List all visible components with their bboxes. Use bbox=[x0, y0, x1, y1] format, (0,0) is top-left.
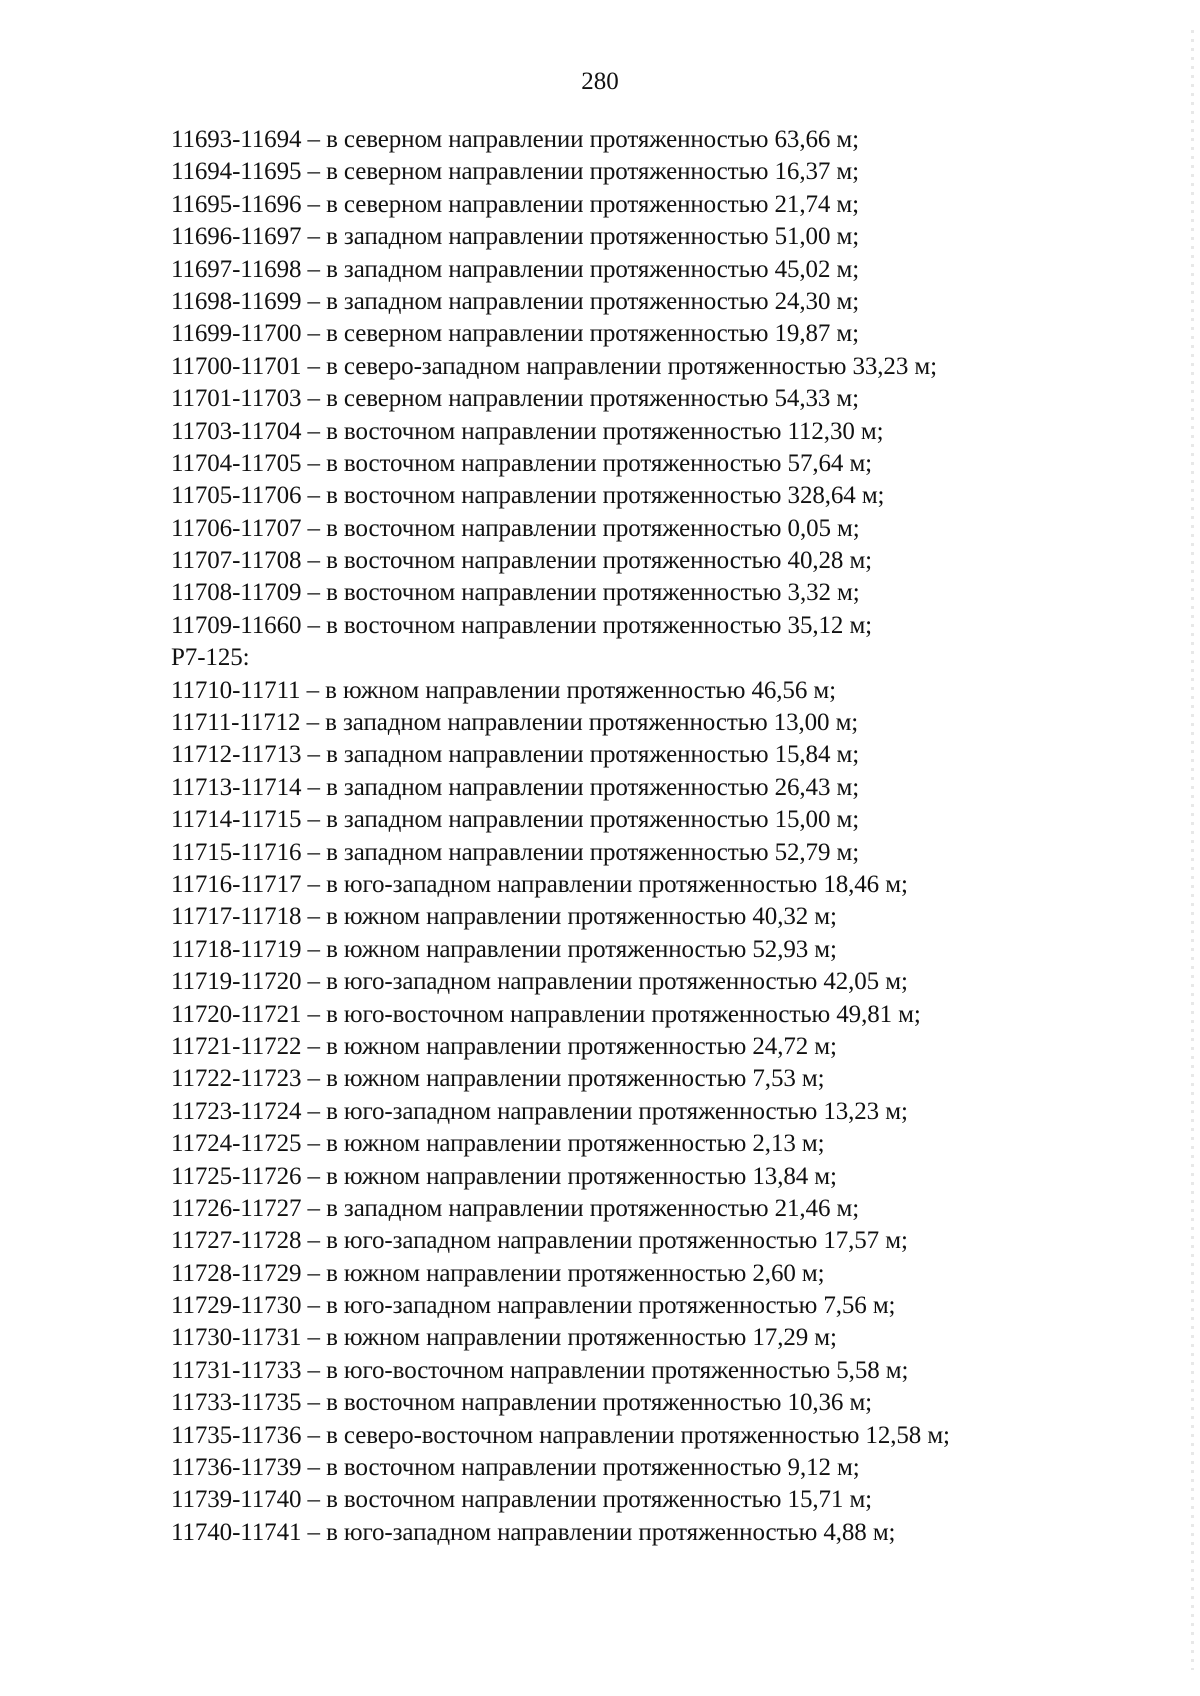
list-item: 11723-11724 – в юго-западном направлении протяженностью 13,23 м; bbox=[171, 1097, 908, 1125]
list-item: 11715-11716 – в западном направлении протяженностью 52,79 м; bbox=[171, 838, 860, 866]
list-item: 11722-11723 – в южном направлении протяженностью 7,53 м; bbox=[171, 1065, 825, 1093]
list-item: 11700-11701 – в северо-западном направлении протяженностью 33,23 м; bbox=[171, 352, 937, 380]
list-item: 11729-11730 – в юго-западном направлении протяженностью 7,56 м; bbox=[171, 1292, 896, 1320]
list-item: 11717-11718 – в южном направлении протяженностью 40,32 м; bbox=[171, 903, 837, 931]
list-item: 11724-11725 – в южном направлении протяженностью 2,13 м; bbox=[171, 1130, 825, 1158]
list-item: 11719-11720 – в юго-западном направлении протяженностью 42,05 м; bbox=[171, 968, 908, 996]
list-item: 11725-11726 – в южном направлении протяженностью 13,84 м; bbox=[171, 1162, 837, 1190]
list-item: 11733-11735 – в восточном направлении протяженностью 10,36 м; bbox=[171, 1389, 873, 1417]
list-item: 11694-11695 – в северном направлении протяженностью 16,37 м; bbox=[171, 158, 859, 186]
list-item: 11693-11694 – в северном направлении протяженностью 63,66 м; bbox=[171, 126, 859, 153]
document-body bbox=[171, 124, 1171, 1549]
list-item: 11727-11728 – в юго-западном направлении протяженностью 17,57 м; bbox=[171, 1227, 908, 1255]
list-item: 11708-11709 – в восточном направлении протяженностью 3,32 м; bbox=[171, 579, 860, 607]
page-number: 280 bbox=[581, 68, 619, 95]
list-item: 11721-11722 – в южном направлении протяженностью 24,72 м; bbox=[171, 1032, 837, 1060]
list-item: 11699-11700 – в северном направлении протяженностью 19,87 м; bbox=[171, 320, 859, 348]
list-item: 11728-11729 – в южном направлении протяженностью 2,60 м; bbox=[171, 1259, 825, 1287]
list-item: 11720-11721 – в юго-восточном направлении протяженностью 49,81 м; bbox=[171, 1000, 921, 1028]
scan-edge-artifact bbox=[1191, 30, 1194, 1670]
list-item: 11695-11696 – в северном направлении протяженностью 21,74 м; bbox=[171, 190, 859, 218]
list-item: 11739-11740 – в восточном направлении протяженностью 15,71 м; bbox=[171, 1486, 873, 1514]
section-heading: Р7-125: bbox=[171, 644, 250, 672]
list-item: 11710-11711 – в южном направлении протяженностью 46,56 м; bbox=[171, 676, 836, 704]
list-item: 11726-11727 – в западном направлении протяженностью 21,46 м; bbox=[171, 1194, 860, 1222]
list-item: 11736-11739 – в восточном направлении протяженностью 9,12 м; bbox=[171, 1454, 860, 1482]
list-item: 11697-11698 – в западном направлении протяженностью 45,02 м; bbox=[171, 255, 860, 283]
list-item: 11706-11707 – в восточном направлении протяженностью 0,05 м; bbox=[171, 514, 860, 542]
list-item: 11716-11717 – в юго-западном направлении протяженностью 18,46 м; bbox=[171, 870, 908, 898]
list-item: 11705-11706 – в восточном направлении протяженностью 328,64 м; bbox=[171, 482, 885, 510]
list-item: 11703-11704 – в восточном направлении протяженностью 112,30 м; bbox=[171, 417, 884, 445]
list-item: 11704-11705 – в восточном направлении протяженностью 57,64 м; bbox=[171, 449, 873, 477]
list-item: 11713-11714 – в западном направлении протяженностью 26,43 м; bbox=[171, 773, 860, 801]
list-item: 11731-11733 – в юго-восточном направлении протяженностью 5,58 м; bbox=[171, 1356, 909, 1384]
list-item: 11701-11703 – в северном направлении протяженностью 54,33 м; bbox=[171, 385, 859, 413]
list-item: 11718-11719 – в южном направлении протяженностью 52,93 м; bbox=[171, 935, 837, 963]
list-item: 11707-11708 – в восточном направлении протяженностью 40,28 м; bbox=[171, 547, 873, 575]
list-item: 11696-11697 – в западном направлении протяженностью 51,00 м; bbox=[171, 223, 860, 251]
list-item: 11730-11731 – в южном направлении протяженностью 17,29 м; bbox=[171, 1324, 837, 1352]
list-item: 11709-11660 – в восточном направлении протяженностью 35,12 м; bbox=[171, 611, 873, 639]
list-item: 11712-11713 – в западном направлении протяженностью 15,84 м; bbox=[171, 741, 860, 769]
list-item: 11740-11741 – в юго-западном направлении протяженностью 4,88 м; bbox=[171, 1518, 896, 1546]
list-item: 11735-11736 – в северо-восточном направлении протяженностью 12,58 м; bbox=[171, 1421, 950, 1449]
list-item: 11714-11715 – в западном направлении протяженностью 15,00 м; bbox=[171, 806, 860, 834]
list-item: 11698-11699 – в западном направлении протяженностью 24,30 м; bbox=[171, 287, 860, 315]
list-item: 11711-11712 – в западном направлении протяженностью 13,00 м; bbox=[171, 709, 859, 737]
